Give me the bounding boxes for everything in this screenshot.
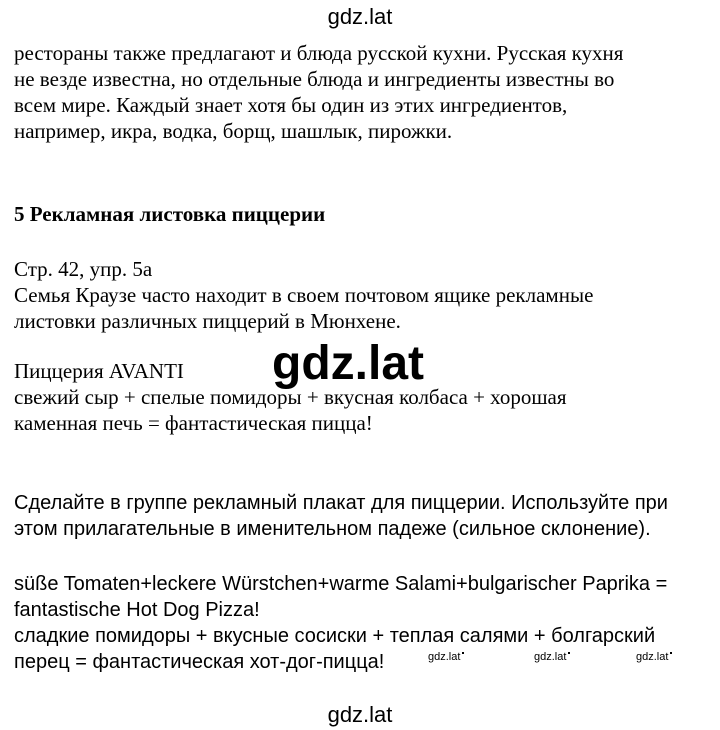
intro-line: не везде известна, но отдельные блюда и ингредиенты известны во xyxy=(14,67,615,91)
russian-line: перец = фантастическая хот-дог-пицца! xyxy=(14,651,385,673)
pizzeria-name: Пиццерия AVANTI xyxy=(14,359,184,383)
intro-line: например, икра, водка, борщ, шашлык, пирожки. xyxy=(14,119,453,143)
watermark-small: gdz.lat xyxy=(534,650,570,664)
german-line: fantastische Hot Dog Pizza! xyxy=(14,599,260,621)
section-body xyxy=(14,256,714,334)
exercise-answer xyxy=(14,571,714,675)
exercise-reference: Стр. 42, упр. 5а xyxy=(14,257,153,281)
russian-line: сладкие помидоры + вкусные сосиски + теплая салями + болгарский xyxy=(14,625,656,647)
section-heading: 5 Рекламная листовка пиццерии xyxy=(14,202,326,226)
task-line: Семья Краузе часто находит в своем почтовом ящике рекламные xyxy=(14,283,594,307)
watermark-top: gdz.lat xyxy=(327,4,393,29)
watermark-small: gdz.lat xyxy=(636,650,672,664)
task-line: листовки различных пиццерий в Мюнхене. xyxy=(14,309,401,333)
intro-paragraph xyxy=(14,40,714,144)
watermark-bottom: gdz.lat xyxy=(327,702,393,727)
instruction-line: этом прилагательные в именительном падеже (сильное склонение). xyxy=(14,518,651,540)
pizzeria-line: каменная печь = фантастическая пицца! xyxy=(14,411,373,435)
watermark-center: gdz.lat xyxy=(272,337,424,390)
exercise-instruction xyxy=(14,490,714,542)
watermark-small: gdz.lat xyxy=(428,650,464,664)
pizzeria-line: свежий сыр + спелые помидоры + вкусная колбаса + хорошая xyxy=(14,385,567,409)
german-line: süße Tomaten+leckere Würstchen+warme Salami+bulgarischer Paprika = xyxy=(14,573,668,595)
intro-line: всем мире. Каждый знает хотя бы один из этих ингредиентов, xyxy=(14,93,568,117)
instruction-line: Сделайте в группе рекламный плакат для пиццерии. Используйте при xyxy=(14,492,668,514)
intro-line: рестораны также предлагают и блюда русской кухни. Русская кухня xyxy=(14,41,624,65)
